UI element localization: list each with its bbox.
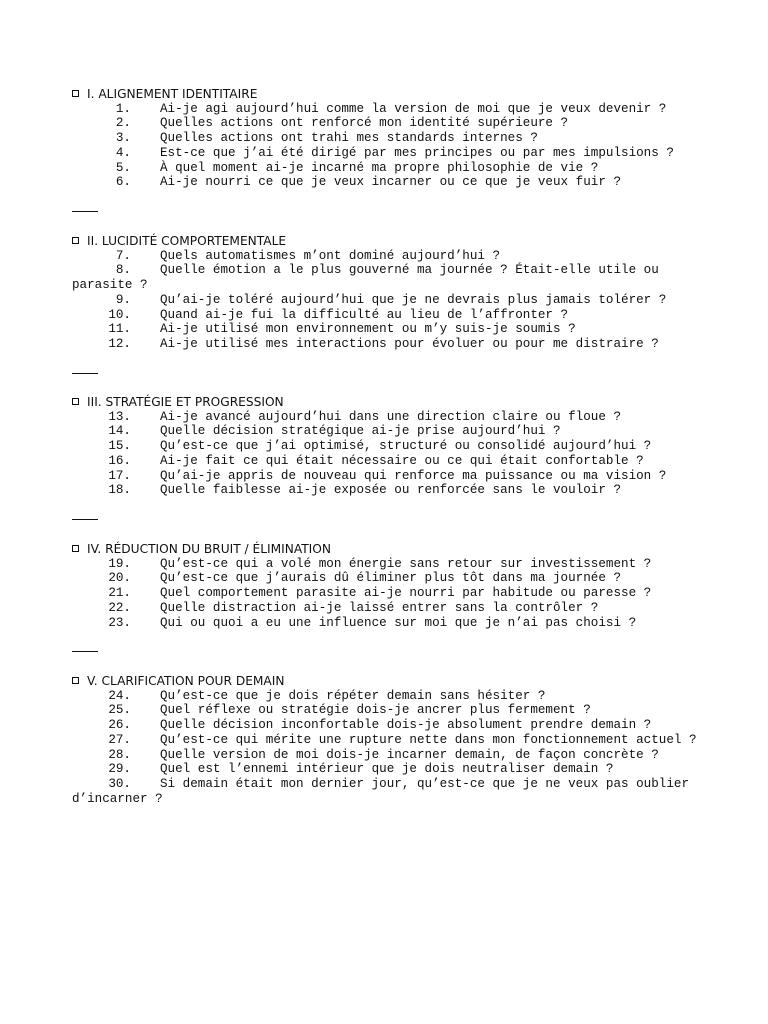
list-item-continuation <box>72 278 697 293</box>
item-number: 5. <box>115 160 131 175</box>
square-bullet-icon <box>72 90 79 97</box>
list-item <box>72 308 697 323</box>
item-number: 12. <box>108 336 131 351</box>
list-item <box>72 454 697 469</box>
item-text: Quelle faiblesse ai-je exposée ou renforcée sans le vouloir ? <box>160 483 622 498</box>
square-bullet-icon <box>72 237 79 244</box>
list-item <box>72 483 697 498</box>
list-item <box>72 424 697 439</box>
item-number: 24. <box>108 688 131 703</box>
item-number: 25. <box>108 703 131 718</box>
item-text: Quel réflexe ou stratégie dois-je ancrer plus fermement ? <box>160 703 591 718</box>
list-item <box>72 146 697 161</box>
square-bullet-icon <box>72 545 79 552</box>
section-heading: III. STRATÉGIE ET PROGRESSION <box>72 395 712 410</box>
section-divider <box>72 651 98 652</box>
item-text: À quel moment ai-je incarné ma propre philosophie de vie ? <box>160 160 599 175</box>
section-behavioral-lucidity <box>72 234 712 352</box>
item-number: 1. <box>115 101 131 116</box>
list-item <box>72 410 697 425</box>
item-text: Quelles actions ont trahi mes standards internes ? <box>160 131 538 146</box>
list-item <box>72 249 697 264</box>
item-number: 14. <box>108 424 131 439</box>
list-item <box>72 293 697 308</box>
item-number: 10. <box>108 307 131 322</box>
list-item <box>72 718 697 733</box>
list-item <box>72 322 697 337</box>
section-identity-alignment <box>72 87 712 190</box>
item-text: Ai-je fait ce qui était nécessaire ou ce qui était confortable ? <box>160 453 644 468</box>
item-number: 11. <box>108 322 131 337</box>
item-text: Qui ou quoi a eu une influence sur moi que je n’ai pas choisi ? <box>160 615 637 630</box>
item-text: Quels automatismes m’ont dominé aujourd’hui ? <box>160 248 501 263</box>
item-number: 22. <box>108 600 131 615</box>
item-text: Quelle distraction ai-je laissé entrer sans la contrôler ? <box>160 600 599 615</box>
list-item <box>72 733 697 748</box>
item-text: Ai-je agi aujourd’hui comme la version de moi que je veux devenir ? <box>160 101 667 116</box>
list-item <box>72 161 697 176</box>
section-heading: V. CLARIFICATION POUR DEMAIN <box>72 674 712 689</box>
item-number: 30. <box>108 776 131 791</box>
list-item <box>72 469 697 484</box>
item-number: 9. <box>115 292 131 307</box>
item-number: 26. <box>108 718 131 733</box>
list-item <box>72 131 697 146</box>
item-text: Ai-je avancé aujourd’hui dans une direction claire ou floue ? <box>160 409 622 424</box>
list-item <box>72 586 697 601</box>
item-number: 3. <box>115 131 131 146</box>
item-text-wrap: parasite ? <box>72 278 148 293</box>
list-item <box>72 601 697 616</box>
item-text: Quel comportement parasite ai-je nourri par habitude ou paresse ? <box>160 586 652 601</box>
list-item <box>72 263 697 278</box>
item-number: 21. <box>108 586 131 601</box>
item-number: 17. <box>108 468 131 483</box>
item-number: 15. <box>108 439 131 454</box>
list-item <box>72 703 697 718</box>
item-number: 6. <box>115 175 131 190</box>
section-clarification-tomorrow <box>72 674 712 806</box>
item-number: 8. <box>115 263 131 278</box>
item-text: Ai-je nourri ce que je veux incarner ou ce que je veux fuir ? <box>160 175 622 190</box>
item-number: 20. <box>108 571 131 586</box>
list-item <box>72 689 697 704</box>
item-number: 23. <box>108 615 131 630</box>
item-text: Quelle décision inconfortable dois-je absolument prendre demain ? <box>160 718 652 733</box>
list-item <box>72 116 697 131</box>
item-text: Qu’est-ce que j’aurais dû éliminer plus tôt dans ma journée ? <box>160 571 622 586</box>
square-bullet-icon <box>72 398 79 405</box>
list-item <box>72 337 697 352</box>
item-text: Qu’est-ce qui a volé mon énergie sans retour sur investissement ? <box>160 556 652 571</box>
section-divider <box>72 519 98 520</box>
item-text: Quelle décision stratégique ai-je prise aujourd’hui ? <box>160 424 561 439</box>
item-text: Ai-je utilisé mon environnement ou m’y suis-je soumis ? <box>160 322 576 337</box>
item-number: 28. <box>108 747 131 762</box>
item-number: 27. <box>108 732 131 747</box>
section-divider <box>72 211 98 212</box>
item-number: 16. <box>108 453 131 468</box>
section-heading: IV. RÉDUCTION DU BRUIT / ÉLIMINATION <box>72 542 712 557</box>
section-strategy-progression <box>72 395 712 498</box>
item-number: 13. <box>108 409 131 424</box>
item-number: 19. <box>108 556 131 571</box>
item-text: Qu’est-ce que je dois répéter demain sans hésiter ? <box>160 688 546 703</box>
list-item <box>72 616 697 631</box>
item-text: Si demain était mon dernier jour, qu’est-ce que je ne veux pas oublier <box>160 776 690 791</box>
list-item-continuation <box>72 792 697 807</box>
item-number: 4. <box>115 145 131 160</box>
section-heading: II. LUCIDITÉ COMPORTEMENTALE <box>72 234 712 249</box>
section-divider <box>72 373 98 374</box>
item-text: Est-ce que j’ai été dirigé par mes principes ou par mes impulsions ? <box>160 145 674 160</box>
item-text: Qu’ai-je appris de nouveau qui renforce ma puissance ou ma vision ? <box>160 468 667 483</box>
item-text: Quel est l’ennemi intérieur que je dois neutraliser demain ? <box>160 762 614 777</box>
item-number: 29. <box>108 762 131 777</box>
item-text-wrap: d’incarner ? <box>72 791 163 806</box>
item-text: Qu’ai-je toléré aujourd’hui que je ne devrais plus jamais tolérer ? <box>160 292 667 307</box>
section-heading: I. ALIGNEMENT IDENTITAIRE <box>72 87 712 102</box>
item-text: Quand ai-je fui la difficulté au lieu de l’affronter ? <box>160 307 569 322</box>
list-item <box>72 571 697 586</box>
item-text: Ai-je utilisé mes interactions pour évoluer ou pour me distraire ? <box>160 336 659 351</box>
list-item <box>72 102 697 117</box>
list-item <box>72 439 697 454</box>
item-text: Quelle émotion a le plus gouverné ma journée ? Était-elle utile ou <box>160 263 659 278</box>
square-bullet-icon <box>72 677 79 684</box>
item-text: Quelles actions ont renforcé mon identité supérieure ? <box>160 116 569 131</box>
list-item <box>72 557 697 572</box>
section-noise-reduction <box>72 542 712 630</box>
item-number: 2. <box>115 116 131 131</box>
list-item <box>72 762 697 777</box>
item-number: 18. <box>108 483 131 498</box>
list-item <box>72 777 697 792</box>
item-number: 7. <box>115 248 131 263</box>
list-item <box>72 748 697 763</box>
item-text: Quelle version de moi dois-je incarner demain, de façon concrète ? <box>160 747 659 762</box>
item-text: Qu’est-ce qui mérite une rupture nette dans mon fonctionnement actuel ? <box>160 732 697 747</box>
list-item <box>72 175 697 190</box>
item-text: Qu’est-ce que j’ai optimisé, structuré ou consolidé aujourd’hui ? <box>160 439 652 454</box>
